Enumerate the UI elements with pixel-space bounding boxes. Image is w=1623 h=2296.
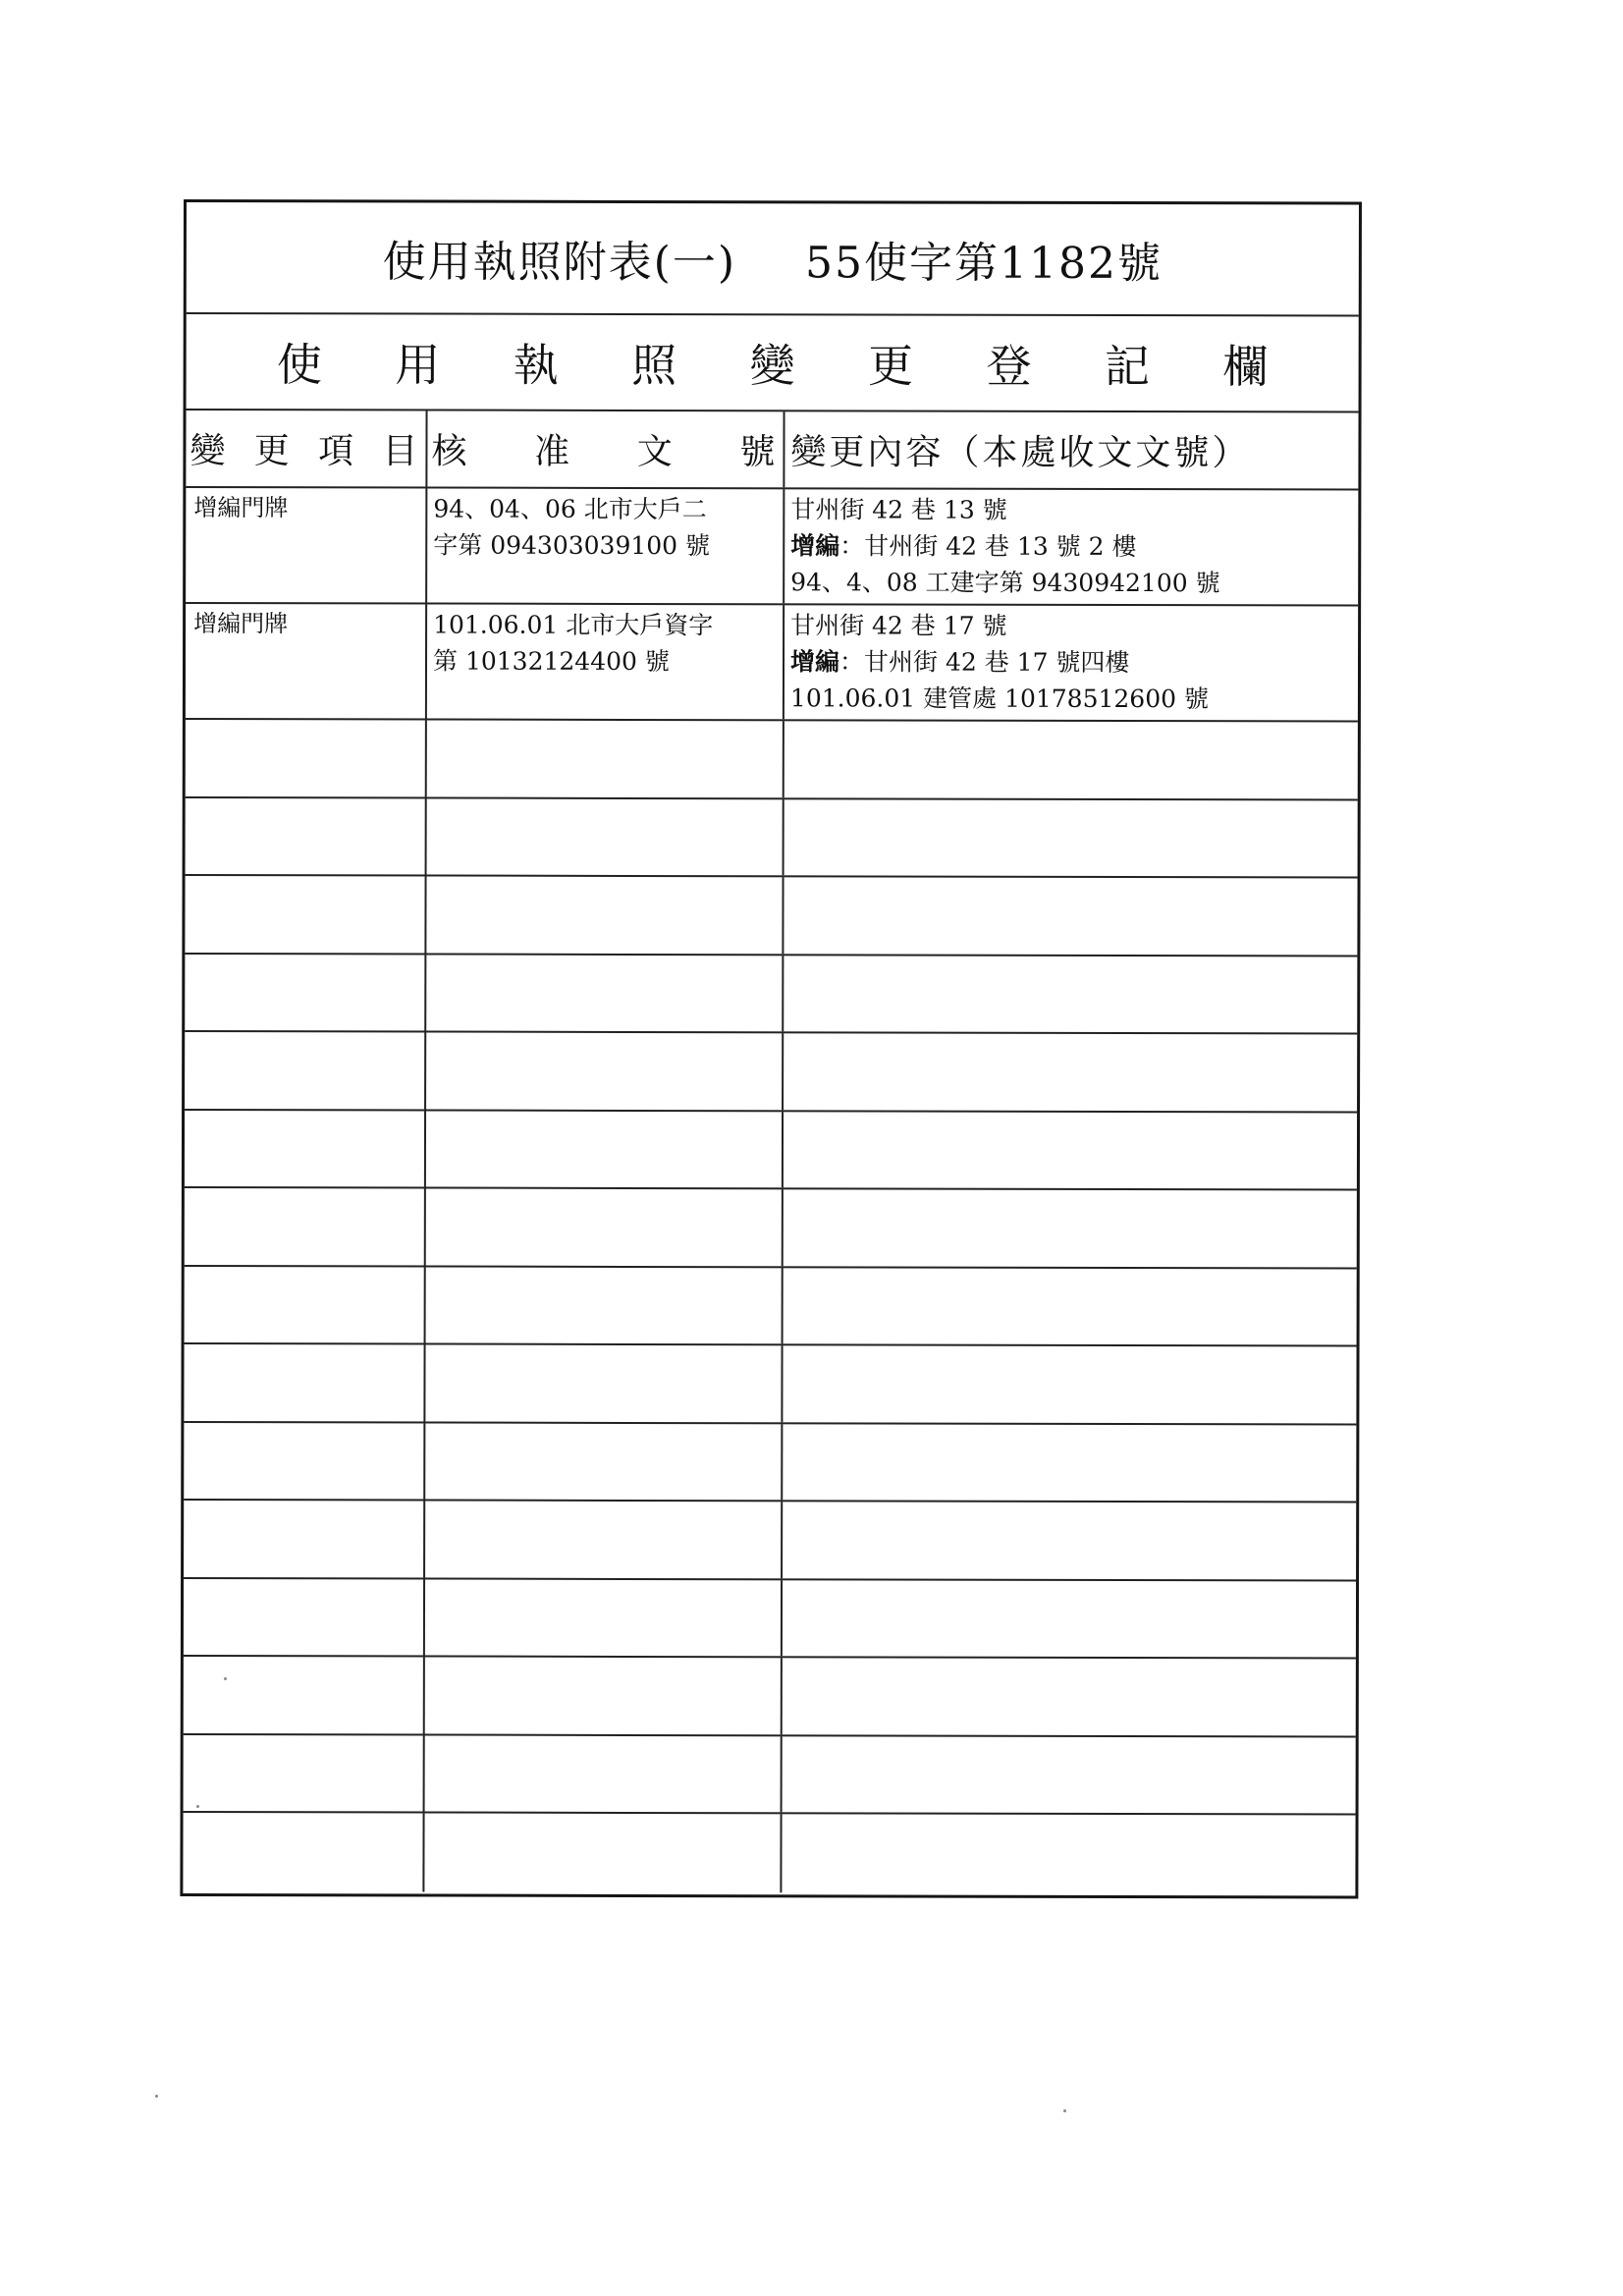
column-header-row	[186, 410, 1358, 491]
empty-cell[interactable]	[784, 799, 1358, 877]
empty-table-row	[185, 876, 1357, 957]
empty-cell[interactable]	[185, 1111, 426, 1187]
empty-table-row	[184, 1344, 1356, 1425]
empty-cell[interactable]	[185, 876, 426, 953]
empty-table-row	[184, 1735, 1356, 1816]
empty-cell[interactable]	[185, 1188, 426, 1265]
change-content-cell	[784, 489, 1358, 604]
subtitle-char: 使	[276, 338, 322, 392]
empty-cell[interactable]	[784, 1033, 1357, 1111]
empty-cell[interactable]	[784, 1268, 1357, 1345]
header-char: 項	[318, 431, 354, 472]
approval-line: 字第 094303039100 號	[433, 530, 711, 561]
empty-table-row	[183, 1813, 1355, 1893]
header-char: 目	[382, 431, 418, 472]
empty-table-row	[186, 798, 1358, 879]
empty-table-row	[184, 1579, 1356, 1660]
subtitle-char: 記	[1104, 339, 1150, 394]
header-char: 號	[739, 432, 776, 473]
empty-cell[interactable]	[185, 1267, 426, 1343]
empty-cell[interactable]	[424, 1814, 782, 1892]
empty-cell[interactable]	[783, 1345, 1356, 1423]
empty-cell[interactable]	[783, 1736, 1356, 1814]
content-line	[790, 527, 1352, 565]
approval-no-cell	[427, 489, 784, 604]
subtitle-char: 欄	[1222, 340, 1269, 394]
content-line: 94、4、08 工建字第 9430942100 號	[790, 568, 1220, 598]
empty-cell[interactable]	[784, 1112, 1357, 1189]
change-table	[183, 410, 1358, 1893]
approval-line: 94、04、06 北市大戶二	[433, 494, 707, 524]
empty-cell[interactable]	[184, 1735, 425, 1812]
empty-cell[interactable]	[185, 1032, 426, 1109]
col-header-change-content: 變更內容（本處收文文號）	[790, 432, 1251, 474]
scan-speck	[196, 1805, 199, 1808]
form-title	[187, 202, 1359, 317]
empty-table-row	[185, 1188, 1357, 1269]
header-char: 准	[534, 431, 570, 472]
col-header-change-item	[186, 410, 427, 487]
empty-cell[interactable]	[783, 1658, 1356, 1735]
empty-cell[interactable]	[783, 1580, 1356, 1658]
subtitle-char: 用	[395, 338, 441, 392]
subtitle-char: 照	[631, 338, 677, 393]
scan-speck	[224, 1677, 227, 1680]
empty-cell[interactable]	[783, 1424, 1356, 1502]
empty-cell[interactable]	[784, 1189, 1357, 1267]
empty-table-row	[184, 1501, 1356, 1581]
empty-cell[interactable]	[783, 1502, 1356, 1579]
subtitle-char: 執	[513, 338, 559, 392]
empty-cell[interactable]	[425, 1423, 783, 1500]
empty-cell[interactable]	[425, 1579, 783, 1656]
empty-cell[interactable]	[184, 1344, 425, 1421]
content-label: 增編	[790, 531, 840, 561]
empty-cell[interactable]	[184, 1423, 425, 1500]
empty-table-row	[186, 720, 1358, 800]
subtitle-char: 登	[986, 339, 1032, 393]
empty-cell[interactable]	[186, 798, 427, 875]
empty-table-row	[185, 1032, 1357, 1113]
content-text: ：甘州街 42 巷 13 號 2 樓	[839, 531, 1137, 562]
scan-speck	[155, 2095, 158, 2098]
empty-table-row	[185, 1267, 1357, 1347]
content-line: 甘州街 42 巷 17 號	[790, 611, 1007, 640]
empty-cell[interactable]	[784, 721, 1358, 798]
header-char: 更	[253, 431, 290, 472]
empty-cell[interactable]	[782, 1814, 1355, 1893]
approval-line: 第 10132124400 號	[432, 646, 670, 677]
empty-cell[interactable]	[185, 955, 426, 1031]
change-content-cell	[784, 605, 1358, 720]
empty-table-row	[184, 1657, 1356, 1737]
empty-cell[interactable]	[425, 1735, 783, 1812]
empty-cell[interactable]	[426, 955, 784, 1031]
empty-cell[interactable]	[426, 1189, 784, 1266]
empty-cell[interactable]	[186, 720, 427, 796]
empty-cell[interactable]	[427, 798, 784, 875]
subtitle-char: 變	[749, 339, 795, 393]
empty-cell[interactable]	[427, 721, 784, 797]
col-header-approval-no	[427, 411, 784, 488]
content-line: 101.06.01 建管處 10178512600 號	[789, 683, 1210, 714]
empty-cell[interactable]	[183, 1813, 424, 1891]
empty-cell[interactable]	[426, 1111, 784, 1187]
empty-table-row	[185, 955, 1357, 1035]
table-row	[186, 488, 1358, 607]
header-char: 文	[636, 431, 673, 473]
empty-cell[interactable]	[425, 1345, 783, 1422]
empty-cell[interactable]	[184, 1501, 425, 1577]
content-line	[790, 643, 1352, 681]
empty-table-row	[184, 1423, 1356, 1503]
empty-cell[interactable]	[184, 1579, 425, 1656]
approval-no-cell	[427, 605, 784, 720]
license-form	[180, 199, 1362, 1899]
title-text: 使用執照附表(一)	[382, 237, 737, 289]
change-item-cell: 增編門牌	[186, 488, 427, 603]
empty-cell[interactable]	[184, 1657, 425, 1733]
license-number: 55使字第1182號	[804, 238, 1163, 290]
empty-cell[interactable]	[426, 1267, 784, 1343]
subtitle-char: 更	[867, 339, 914, 393]
empty-cell[interactable]	[425, 1502, 783, 1578]
empty-cell[interactable]	[425, 1658, 783, 1734]
empty-cell[interactable]	[784, 877, 1357, 955]
table-row	[186, 604, 1358, 723]
scan-speck	[1063, 2109, 1066, 2112]
empty-table-row	[185, 1111, 1357, 1191]
change-item-cell: 增編門牌	[186, 604, 427, 719]
form-subtitle	[187, 314, 1359, 413]
empty-cell[interactable]	[426, 877, 784, 954]
approval-line: 101.06.01 北市大戶資字	[433, 610, 714, 640]
content-line: 甘州街 42 巷 13 號	[790, 495, 1007, 524]
empty-cell[interactable]	[426, 1033, 784, 1110]
content-text: ：甘州街 42 巷 17 號四樓	[839, 647, 1130, 678]
empty-cell[interactable]	[784, 956, 1357, 1033]
header-char: 核	[431, 431, 467, 472]
content-label: 增編	[789, 647, 840, 677]
header-char: 變	[189, 431, 226, 472]
